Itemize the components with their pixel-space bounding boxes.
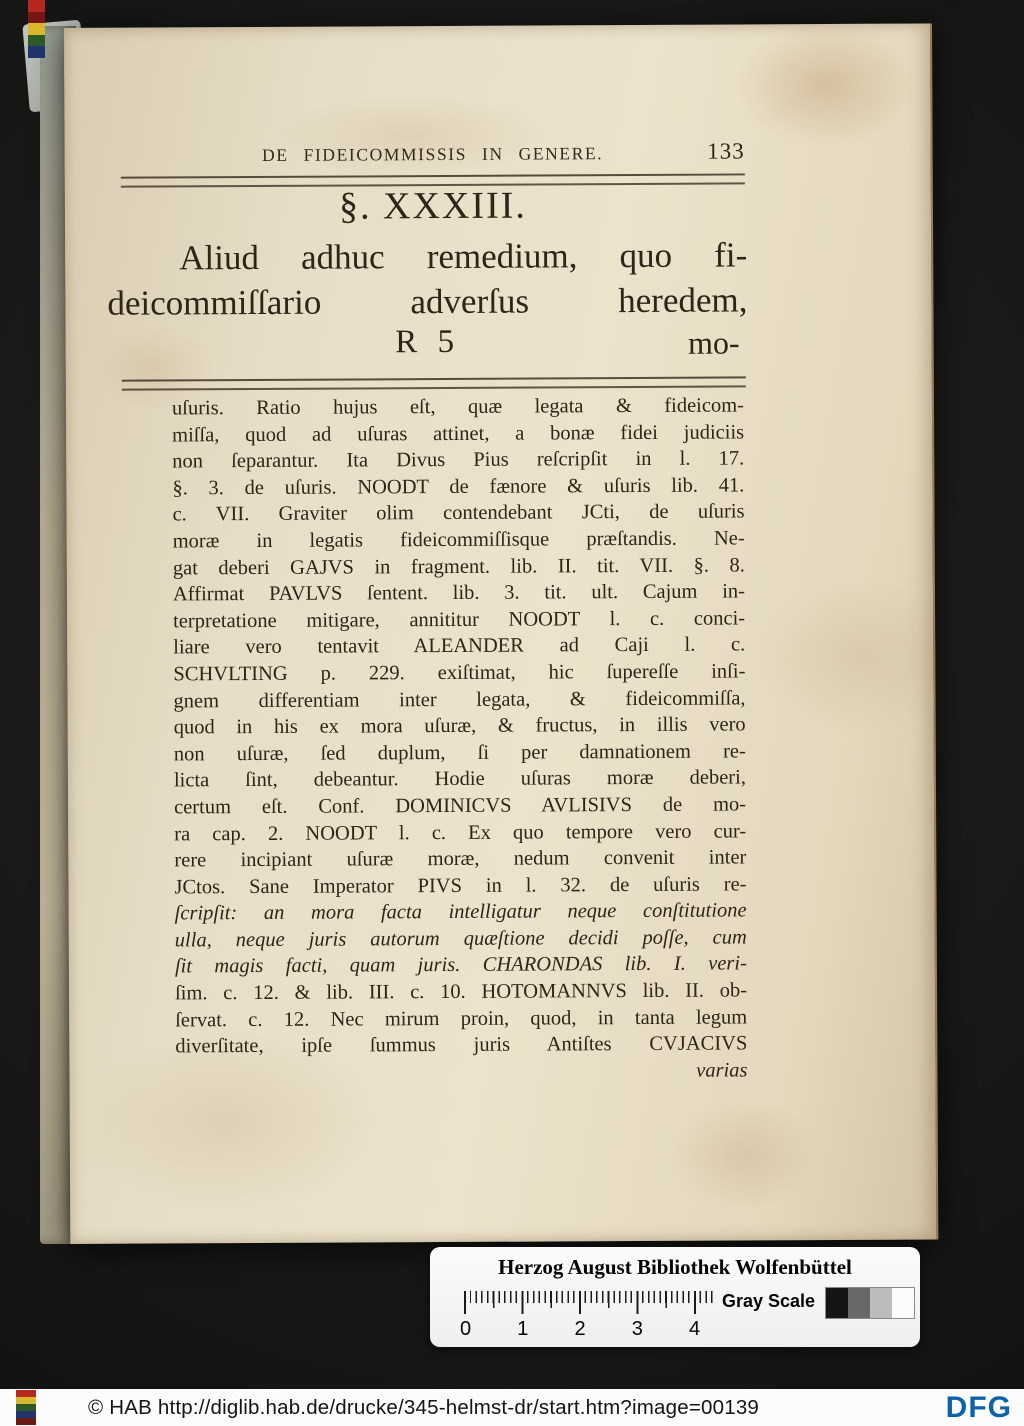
text-line: SCHVLTING p. 229. exiſtimat, hic ſupereſſe inſi- [173,660,746,686]
source-url: © HAB http://diglib.hab.de/drucke/345-helmst-dr/start.htm?image=00139 [88,1395,760,1419]
color-patch [16,1390,36,1397]
running-header-row [121,138,745,166]
color-patch [28,23,45,35]
color-patch [16,1404,36,1411]
subtitle-line: Aliud adhuc remedium, quo fi- [179,235,748,278]
color-calibration-strip-top [28,0,45,58]
catchword-heading: mo- [688,324,740,361]
scale-numbers [459,1318,701,1341]
color-patch [28,12,45,24]
text-line: miſſa, quod ad uſuras attinet, a bonæ fidei judiciis [172,421,745,447]
book-page [64,23,938,1244]
gray-scale-patch [848,1288,870,1318]
gray-scale-patch [870,1288,892,1318]
color-patch [28,35,45,47]
running-header: DE FIDEICOMMISSIS IN GENERE. [262,143,604,165]
text-line: non uſuræ, ſed duplum, ſi per damnationem re- [173,740,746,766]
gray-scale-label: Gray Scale [722,1291,816,1311]
text-line: licta ſint, debeantur. Hodie uſuras moræ deberi, [173,766,746,792]
color-patch [16,1411,36,1418]
section-heading: §. XXXIII. [338,184,527,228]
library-name: Herzog August Bibliothek Wolfenbüttel [498,1255,852,1279]
body-lines [172,392,747,1060]
page-number: 133 [707,138,745,164]
text-column [107,24,750,1243]
gray-scale-block [722,1287,915,1319]
color-calibration-strip-bottom [16,1390,36,1425]
scale-number: 0 [459,1318,472,1340]
text-line: moræ in legatis fideicommiſſisque præſtandis. Ne- [172,527,745,553]
text-line: gnem differentiam inter legata, & fideicommiſſa, [173,686,746,712]
text-line: gat deberi GAJVS in fragment. lib. II. tit. VII. §. 8. [172,554,745,579]
text-line: ra cap. 2. NOODT l. c. Ex quo tempore vero cur- [174,819,747,845]
text-line: uſuris. Ratio hujus eſt, quæ legata & fideicom- [171,394,745,420]
ruler-card [430,1247,920,1347]
color-patch [16,1397,36,1404]
text-line: ulla, neque juris autorum quæſtione decidi poſſe, cum [174,926,747,952]
text-line: terpretatione mitigare, annititur NOODT l. c. conci- [173,607,746,633]
dfg-logo: DFG [945,1391,1012,1424]
text-line: ſim. c. 12. & lib. III. c. 10. HOTOMANNVS lib. II. ob- [174,979,748,1005]
text-line: diverſitate, ipſe ſummus juris Antiſtes CVJACIVS [175,1032,748,1058]
caption-bar [0,1389,1024,1426]
text-line: JCtos. Sane Imperator PIVS in l. 32. de uſuris re- [174,873,747,899]
measuring-scale [459,1291,714,1343]
subtitle-line: deicommiſſario adverſus heredem, [107,280,748,323]
double-rule-mid [122,376,746,390]
ruler-ticks-cm [464,1291,714,1314]
scale-number: 3 [631,1318,643,1340]
scale-number: 4 [688,1318,701,1340]
text-line: §. 3. de uſuris. NOODT de fænore & uſuris lib. 41. [172,474,745,500]
scale-number: 1 [517,1318,529,1340]
text-line: ſcripſit: an mora facta intelligatur neque conſtitutione [174,899,747,925]
text-line: non ſeparantur. Ita Divus Pius reſcripſit in l. 17. [172,447,745,473]
gray-scale-patch [826,1288,848,1318]
text-line: ſit magis facti, quam juris. CHARONDAS lib. I. veri- [174,952,747,978]
signature-mark: R 5 [395,323,461,361]
text-line: ſervat. c. 12. Nec mirum proin, quod, in tanta legum [175,1006,748,1032]
gray-scale-patch [892,1288,914,1318]
text-line: c. VII. Graviter olim contendebant JCti, de uſuris [172,500,745,526]
scale-number: 2 [574,1318,586,1340]
text-line: certum eſt. Conf. DOMINICVS AVLISIVS de mo- [174,793,747,819]
text-line: liare vero tentavit ALEANDER ad Caji l. c. [173,633,746,659]
text-line: quod in his ex mora uſuræ, & fructus, in illis vero [173,713,746,739]
body-text [172,392,748,1086]
catchword: varias [696,1059,748,1082]
text-line: rere incipiant uſuræ moræ, nedum convenit inter [174,846,747,872]
signature-row [108,322,748,370]
color-patch [28,46,45,58]
text-line: Affirmat PAVLVS ſentent. lib. 3. tit. ult. Cajum in- [172,580,746,606]
section-subtitle [107,232,748,370]
color-patch [28,0,45,12]
color-patch [16,1418,36,1425]
gray-scale-patches [825,1287,915,1319]
